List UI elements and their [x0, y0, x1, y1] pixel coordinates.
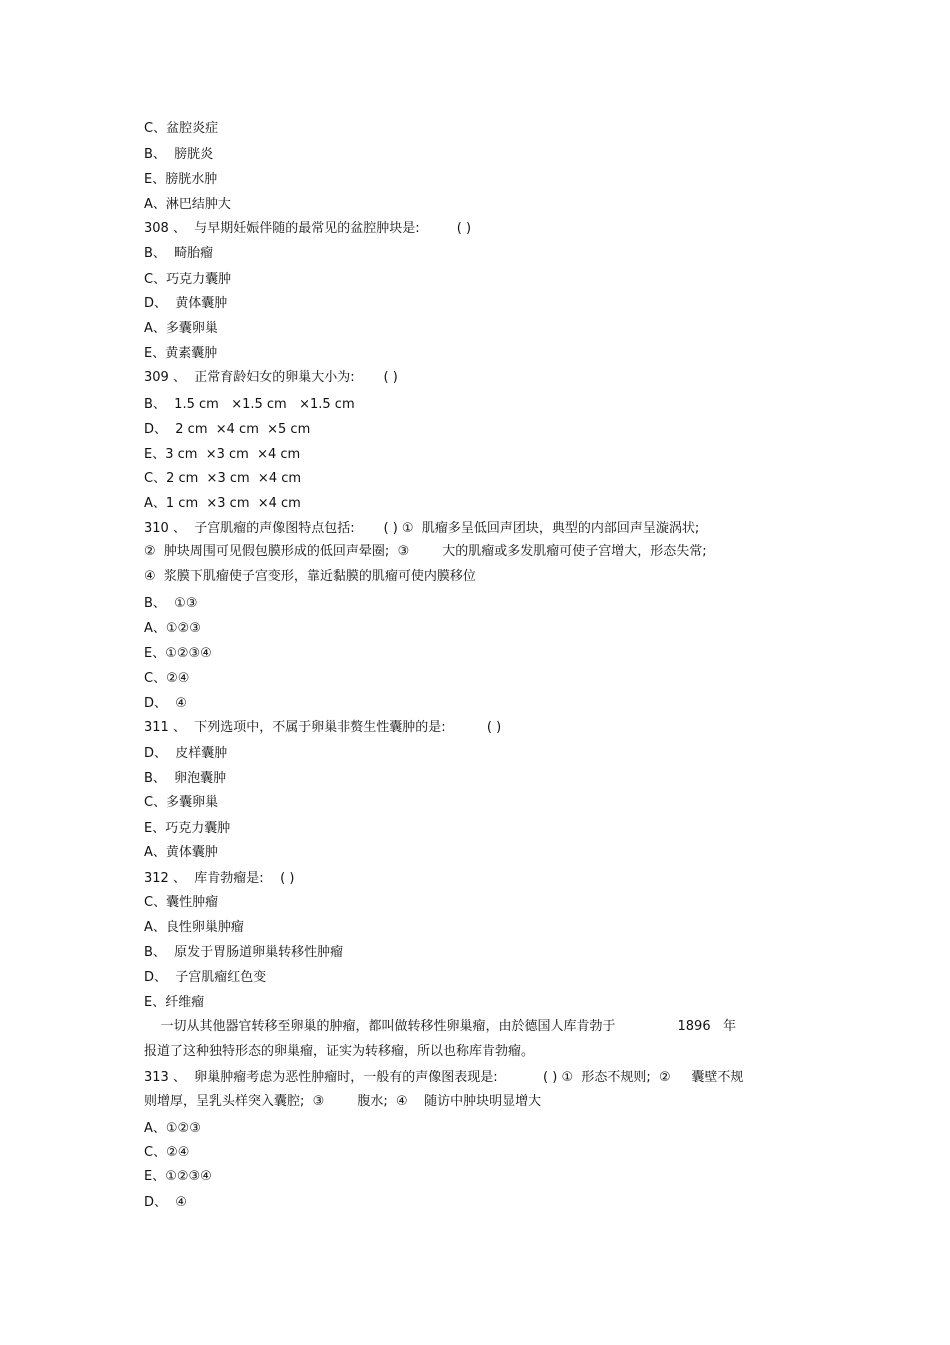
option-line: D、 黄体囊肿: [144, 296, 228, 311]
option-line: E、①②③④: [144, 646, 212, 661]
option-line: E、3 cm ×3 cm ×4 cm: [144, 447, 301, 462]
question-line: 312 、 库肯勃瘤是: ( ): [144, 871, 295, 886]
question-line: 309 、 正常育龄妇女的卵巢大小为: ( ): [144, 370, 398, 385]
option-line: C、囊性肿瘤: [144, 895, 219, 910]
explanation-paragraph: 报道了这种独特形态的卵巢瘤，证实为转移瘤，所以也称库肯勃瘤。: [144, 1044, 535, 1059]
question-line: 308 、 与早期妊娠伴随的最常见的盆腔肿块是: ( ): [144, 221, 472, 236]
question-line: 313 、 卵巢肿瘤考虑为恶性肿瘤时，一般有的声像图表现是: ( ) ① 形态不规则; ② 囊壁不规: [144, 1070, 744, 1085]
option-line: A、1 cm ×3 cm ×4 cm: [144, 496, 301, 511]
option-line: A、①②③: [144, 1121, 201, 1136]
option-line: B、 膀胱炎: [144, 147, 214, 162]
option-line: A、良性卵巢肿瘤: [144, 920, 244, 935]
question-line: 则增厚，呈乳头样突入囊腔; ③ 腹水; ④ 随访中肿块明显增大: [144, 1094, 542, 1109]
option-line: B、 卵泡囊肿: [144, 771, 227, 786]
option-line: B、 1.5 cm ×1.5 cm ×1.5 cm: [144, 397, 355, 412]
option-line: C、多囊卵巢: [144, 795, 219, 810]
explanation-paragraph: 一切从其他器官转移至卵巢的肿瘤，都叫做转移性卵巢瘤，由於德国人库肯勃于 1896 年: [144, 1019, 736, 1034]
option-line: A、多囊卵巢: [144, 321, 218, 336]
option-line: B、 原发于胃肠道卵巢转移性肿瘤: [144, 945, 344, 960]
option-line: C、盆腔炎症: [144, 121, 219, 136]
option-line: D、 ④: [144, 696, 187, 711]
question-line: 311 、 下列选项中，不属于卵巢非赘生性囊肿的是: ( ): [144, 720, 502, 735]
option-line: C、②④: [144, 671, 190, 686]
option-line: C、②④: [144, 1145, 190, 1160]
option-line: A、①②③: [144, 621, 201, 636]
option-line: E、膀胱水肿: [144, 172, 218, 187]
option-line: C、巧克力囊肿: [144, 272, 232, 287]
option-line: C、2 cm ×3 cm ×4 cm: [144, 471, 302, 486]
option-line: A、黄体囊肿: [144, 845, 218, 860]
option-line: E、纤维瘤: [144, 995, 205, 1010]
option-line: E、黄素囊肿: [144, 346, 218, 361]
option-line: D、 ④: [144, 1195, 187, 1210]
option-line: E、①②③④: [144, 1169, 212, 1184]
question-line: ② 肿块周围可见假包膜形成的低回声晕圈; ③ 大的肌瘤或多发肌瘤可使子宫增大，形态失常;: [144, 544, 707, 559]
option-line: D、 皮样囊肿: [144, 746, 228, 761]
question-line: ④ 浆膜下肌瘤使子宫变形，靠近黏膜的肌瘤可使内膜移位: [144, 569, 476, 584]
option-line: A、淋巴结肿大: [144, 197, 231, 212]
option-line: D、 2 cm ×4 cm ×5 cm: [144, 422, 311, 437]
question-line: 310 、 子宫肌瘤的声像图特点包括: ( ) ① 肌瘤多呈低回声团块，典型的内部回声呈漩涡状;: [144, 521, 700, 536]
option-line: B、 ①③: [144, 596, 198, 611]
option-line: E、巧克力囊肿: [144, 821, 231, 836]
option-line: B、 畸胎瘤: [144, 246, 214, 261]
option-line: D、 子宫肌瘤红色变: [144, 970, 267, 985]
